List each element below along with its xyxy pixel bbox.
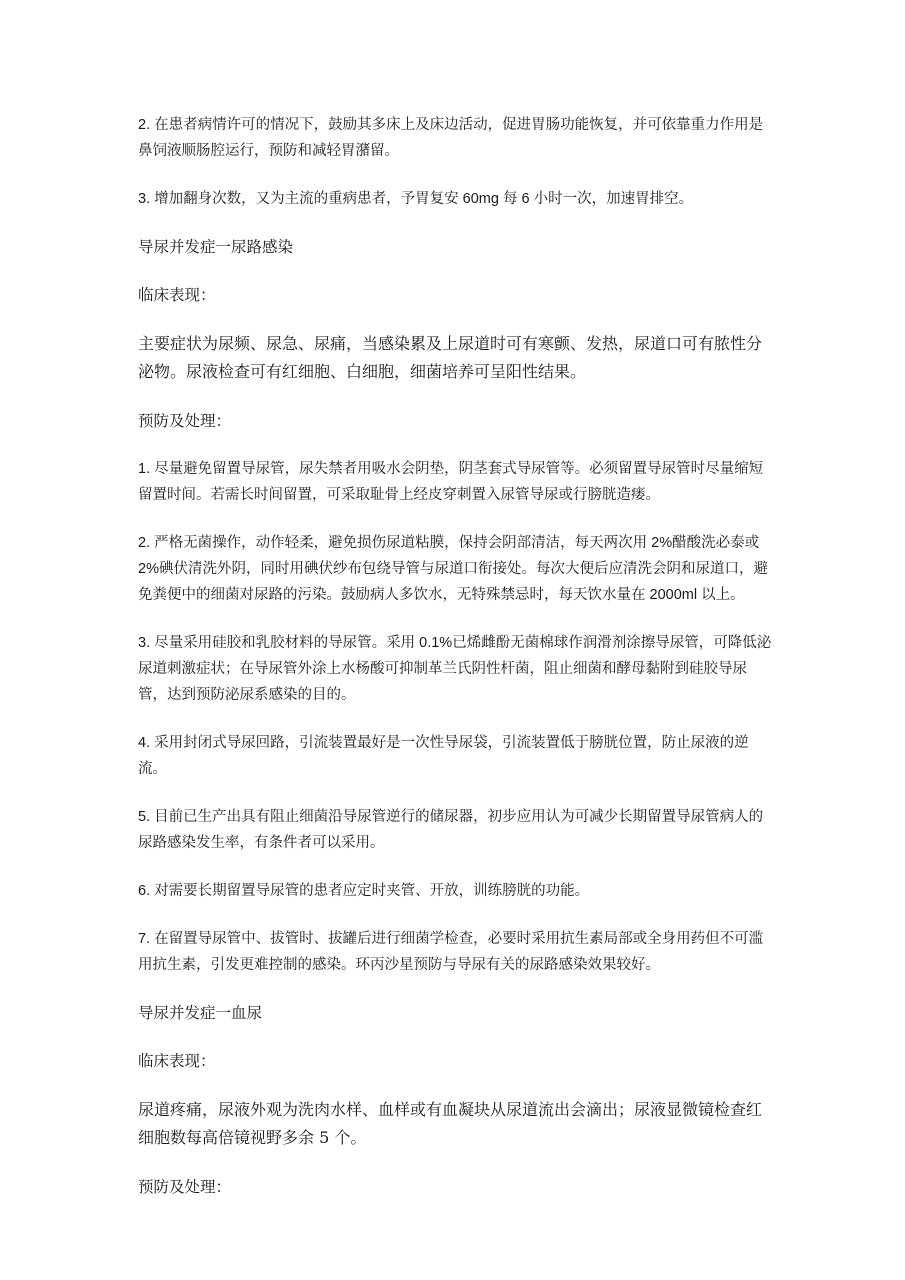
list-item-uti-3: 3. 尽量采用硅胶和乳胶材料的导尿管。采用 0.1%已烯雌酚无菌棉球作润滑剂涂擦导尿管，可降低泌尿道刺激症状；在导尿管外涂上水杨酸可抑制革兰氏阴性杆菌，阻止细菌和酵母黏附到硅胶导尿管，达到预防泌尿系感染的目的。	[138, 635, 772, 703]
subheading-prevention-hematuria: 预防及处理：	[138, 1178, 232, 1196]
paragraph-hematuria-symptoms: 尿道疼痛，尿液外观为洗肉水样、血样或有血凝块从尿道流出会滴出；尿液显微镜检查红细胞数每高倍镜视野多余 5 个。	[138, 1100, 763, 1147]
list-item-uti-2: 2. 严格无菌操作，动作轻柔，避免损伤尿道粘膜，保持会阴部清洁，每天两次用 2%醋酸洗必泰或 2%碘伏清洗外阴，同时用碘伏纱布包绕导管与尿道口衔接处。每次大便后应清洗会阴和尿道口，避免粪便中的细菌对尿路的污染。鼓励病人多饮水，无特殊禁忌时，每天饮水量在 2000ml 以上。	[138, 535, 768, 603]
section-heading-hematuria: 导尿并发症一血尿	[138, 1004, 263, 1022]
subheading-prevention-uti: 预防及处理：	[138, 412, 232, 430]
paragraph-gastric-activity: 2. 在患者病情许可的情况下，鼓励其多床上及床边活动，促进胃肠功能恢复，并可依靠重力作用是鼻饲液顺肠腔运行，预防和减轻胃潴留。	[138, 117, 764, 159]
list-item-uti-7: 7. 在留置导尿管中、拔管时、拔罐后进行细菌学检查，必要时采用抗生素局部或全身用药但不可滥用抗生素，引发更难控制的感染。环丙沙星预防与导尿有关的尿路感染效果较好。	[138, 931, 764, 973]
subheading-clinical-uti: 临床表现：	[138, 286, 216, 304]
list-item-uti-5: 5. 目前已生产出具有阻止细菌沿导尿管逆行的储尿器，初步应用认为可减少长期留置导尿管病人的尿路感染发生率，有条件者可以采用。	[138, 809, 764, 851]
list-item-uti-1: 1. 尽量避免留置导尿管，尿失禁者用吸水会阴垫，阴茎套式导尿管等。必须留置导尿管时尽量缩短留置时间。若需长时间留置，可采取耻骨上经皮穿刺置入尿管导尿或行膀胱造瘘。	[138, 461, 764, 503]
document-body	[138, 112, 774, 1222]
section-heading-uti: 导尿并发症一尿路感染	[138, 238, 294, 256]
list-item-uti-6: 6. 对需要长期留置导尿管的患者应定时夹管、开放，训练膀胱的功能。	[138, 883, 590, 899]
list-item-uti-4: 4. 采用封闭式导尿回路，引流装置最好是一次性导尿袋，引流装置低于膀胱位置，防止尿液的逆流。	[138, 735, 749, 777]
paragraph-turning-metoclopramide: 3. 增加翻身次数，又为主流的重病患者，予胃复安 60mg 每 6 小时一次，加速胃排空。	[138, 191, 694, 207]
paragraph-uti-symptoms: 主要症状为尿频、尿急、尿痛，当感染累及上尿道时可有寒颤、发热，尿道口可有脓性分泌物。尿液检查可有红细胞、白细胞，细菌培养可呈阳性结果。	[138, 334, 763, 381]
subheading-clinical-hematuria: 临床表现：	[138, 1052, 216, 1070]
